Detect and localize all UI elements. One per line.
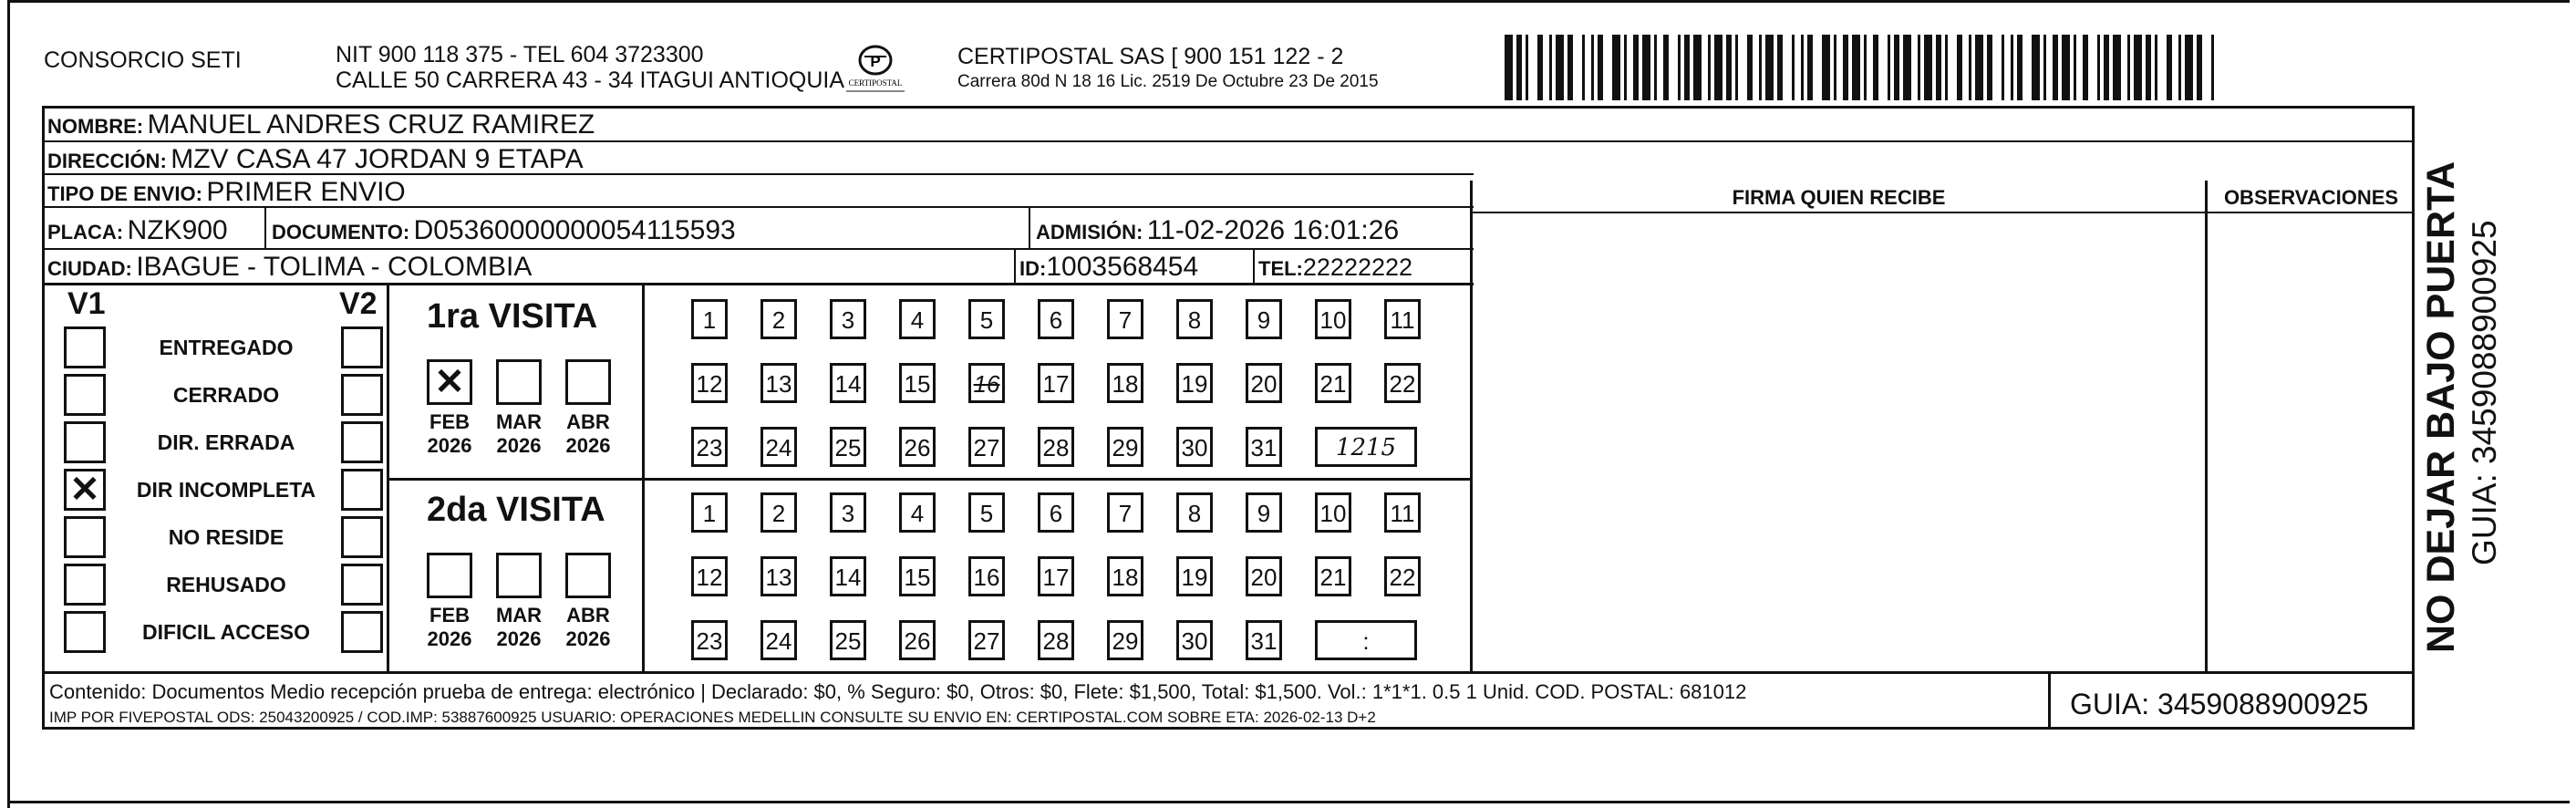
day-box[interactable]: 26 bbox=[899, 427, 936, 467]
barcode-bar bbox=[2113, 35, 2121, 100]
day-box[interactable]: 15 bbox=[899, 556, 936, 596]
observaciones-label: OBSERVACIONES bbox=[2223, 186, 2399, 209]
day-box[interactable]: 20 bbox=[1246, 556, 1282, 596]
barcode bbox=[1505, 35, 2220, 100]
day-box[interactable]: 18 bbox=[1107, 556, 1143, 596]
logo-text: CERTIPOSTAL bbox=[848, 78, 903, 88]
month-checkbox[interactable]: ✕ bbox=[427, 359, 472, 405]
day-box[interactable]: 25 bbox=[830, 620, 866, 660]
reason-label: DIR INCOMPLETA bbox=[136, 478, 316, 502]
reason-label: ENTREGADO bbox=[159, 336, 294, 359]
day-box[interactable]: 25 bbox=[830, 427, 866, 467]
barcode-bar bbox=[1747, 35, 1753, 100]
day-box[interactable]: 23 bbox=[691, 427, 728, 467]
barcode-bar bbox=[2043, 35, 2046, 100]
svg-text:P: P bbox=[870, 53, 881, 70]
barcode-bar bbox=[1582, 35, 1585, 100]
v1-checkbox[interactable] bbox=[64, 516, 106, 558]
v2-checkbox[interactable] bbox=[341, 611, 383, 653]
barcode-bar bbox=[1612, 35, 1620, 100]
barcode-bar bbox=[1663, 35, 1669, 100]
barcode-bar bbox=[1903, 35, 1911, 100]
barcode-bar bbox=[2134, 35, 2142, 100]
barcode-bar bbox=[2002, 35, 2004, 100]
barcode-bar bbox=[2178, 35, 2181, 100]
barcode-bar bbox=[1693, 35, 1702, 100]
month-label: MAR 2026 bbox=[495, 410, 543, 457]
barcode-bar bbox=[1936, 35, 1941, 100]
month-checkbox[interactable] bbox=[427, 553, 472, 598]
day-box[interactable]: 12 bbox=[691, 556, 728, 596]
day-box[interactable]: 29 bbox=[1107, 620, 1143, 660]
barcode-bar bbox=[2083, 35, 2088, 100]
barcode-bar bbox=[1918, 35, 1920, 100]
barcode-bar bbox=[2053, 35, 2058, 100]
barcode-bar bbox=[1864, 35, 1867, 100]
day-box[interactable]: 19 bbox=[1176, 556, 1213, 596]
barcode-bar bbox=[1843, 35, 1848, 100]
v1-checkbox[interactable] bbox=[64, 564, 106, 606]
barcode-bar bbox=[1537, 35, 1543, 100]
v1-label: V1 bbox=[67, 286, 106, 321]
day-box[interactable]: 13 bbox=[760, 556, 797, 596]
barcode-bar bbox=[1654, 35, 1657, 100]
day-box[interactable]: 28 bbox=[1038, 427, 1074, 467]
barcode-bar bbox=[1708, 35, 1711, 100]
tipo-field: TIPO DE ENVIO: PRIMER ENVIO bbox=[47, 177, 406, 207]
documento-value: D05360000000054115593 bbox=[413, 215, 736, 245]
footer-contents: Contenido: Documentos Medio recepción prueba de entrega: electrónico | Declarado: $0, % Seguro: $0, Otros: $0, Flete: $1,500, Total: $1,500. Vol.: 1*1*1. 0.5 1 Unid. COD. POSTAL: 681012 bbox=[49, 680, 1747, 703]
top-rule bbox=[7, 0, 2570, 3]
barcode-bar bbox=[2197, 35, 2202, 100]
day-box[interactable]: 6 bbox=[1038, 492, 1074, 533]
day-box[interactable]: 31 bbox=[1246, 620, 1282, 660]
day-box[interactable]: 17 bbox=[1038, 556, 1074, 596]
day-box[interactable]: 16 bbox=[968, 556, 1005, 596]
day-box[interactable]: 31 bbox=[1246, 427, 1282, 467]
day-box[interactable]: 4 bbox=[899, 299, 936, 339]
admision-field: ADMISIÓN: 11-02-2026 16:01:26 bbox=[1036, 215, 1400, 245]
v1-checkbox[interactable] bbox=[64, 611, 106, 653]
barcode-bar bbox=[2211, 35, 2214, 100]
barcode-bar bbox=[1642, 35, 1650, 100]
barcode-bar bbox=[1633, 35, 1639, 100]
reason-label: CERRADO bbox=[172, 383, 280, 407]
day-box[interactable]: 19 bbox=[1176, 363, 1213, 403]
barcode-bar bbox=[2097, 35, 2100, 100]
barcode-bar bbox=[1873, 35, 1878, 100]
month-label: ABR 2026 bbox=[565, 410, 611, 457]
barcode-bar bbox=[1759, 35, 1762, 100]
day-box[interactable]: 30 bbox=[1176, 427, 1213, 467]
placa-field: PLACA: NZK900 bbox=[47, 215, 228, 245]
visit-title: 2da VISITA bbox=[427, 491, 605, 529]
barcode-bar bbox=[1556, 35, 1564, 100]
nit-line: NIT 900 118 375 - TEL 604 3723300 bbox=[336, 42, 704, 67]
day-box[interactable]: 4 bbox=[899, 492, 936, 533]
barcode-bar bbox=[1591, 35, 1594, 100]
month-checkbox[interactable] bbox=[565, 553, 611, 598]
day-box[interactable]: 22 bbox=[1384, 363, 1421, 403]
license-line: Carrera 80d N 18 16 Lic. 2519 De Octubre 23 De 2015 bbox=[957, 72, 1379, 91]
barcode-bar bbox=[1969, 35, 1971, 100]
barcode-bar bbox=[1957, 35, 1962, 100]
day-box[interactable]: 26 bbox=[899, 620, 936, 660]
day-box[interactable]: 1 bbox=[691, 299, 728, 339]
visit-title: 1ra VISITA bbox=[427, 297, 598, 336]
day-box[interactable]: 20 bbox=[1246, 363, 1282, 403]
v2-checkbox[interactable] bbox=[341, 469, 383, 511]
day-box[interactable]: 12 bbox=[691, 363, 728, 403]
day-box[interactable]: 8 bbox=[1176, 492, 1213, 533]
direccion-field: DIRECCIÓN: MZV CASA 47 JORDAN 9 ETAPA bbox=[47, 144, 584, 174]
v2-label: V2 bbox=[339, 286, 378, 321]
barcode-bar bbox=[1777, 35, 1783, 100]
barcode-bar bbox=[2146, 35, 2151, 100]
day-box[interactable]: 15 bbox=[899, 363, 936, 403]
day-box[interactable]: 10 bbox=[1315, 492, 1351, 533]
barcode-bar bbox=[1567, 35, 1573, 100]
left-rule bbox=[7, 0, 10, 808]
barcode-bar bbox=[2167, 35, 2172, 100]
day-box[interactable]: 24 bbox=[760, 620, 797, 660]
day-box[interactable]: 2 bbox=[760, 299, 797, 339]
day-box[interactable]: 17 bbox=[1038, 363, 1074, 403]
barcode-bar bbox=[1924, 35, 1932, 100]
day-box[interactable]: 2 bbox=[760, 492, 797, 533]
tel-field: TEL:22222222 bbox=[1258, 254, 1413, 281]
month-label: FEB 2026 bbox=[427, 410, 472, 457]
month-label: MAR 2026 bbox=[495, 604, 543, 650]
day-box[interactable]: 11 bbox=[1384, 492, 1421, 533]
month-checkbox[interactable] bbox=[496, 359, 542, 405]
v2-checkbox[interactable] bbox=[341, 516, 383, 558]
barcode-bar bbox=[2017, 35, 2023, 100]
reason-label: NO RESIDE bbox=[168, 525, 284, 549]
day-box[interactable]: 3 bbox=[830, 299, 866, 339]
day-box[interactable]: 5 bbox=[968, 299, 1005, 339]
v2-checkbox[interactable] bbox=[341, 374, 383, 416]
v2-checkbox[interactable] bbox=[341, 564, 383, 606]
barcode-bar bbox=[1945, 35, 1948, 100]
barcode-bar bbox=[2032, 35, 2040, 100]
day-box[interactable]: 16 bbox=[968, 363, 1005, 403]
day-box[interactable]: 23 bbox=[691, 620, 728, 660]
reason-label: DIR. ERRADA bbox=[157, 430, 295, 454]
documento-field: DOCUMENTO: D05360000000054115593 bbox=[272, 215, 736, 245]
barcode-bar bbox=[1735, 35, 1738, 100]
barcode-bar bbox=[2074, 35, 2076, 100]
address-line: CALLE 50 CARRERA 43 - 34 ITAGUI ANTIOQUIA bbox=[336, 67, 845, 93]
barcode-bar bbox=[1894, 35, 1899, 100]
barcode-bar bbox=[1801, 35, 1804, 100]
barcode-bar bbox=[1852, 35, 1860, 100]
admision-value: 11-02-2026 16:01:26 bbox=[1146, 215, 1400, 245]
v2-checkbox[interactable] bbox=[341, 421, 383, 463]
day-box[interactable]: 9 bbox=[1246, 492, 1282, 533]
day-box[interactable]: 9 bbox=[1246, 299, 1282, 339]
day-box[interactable]: 30 bbox=[1176, 620, 1213, 660]
carrier-line: CERTIPOSTAL SAS [ 900 151 122 - 2 bbox=[957, 44, 1344, 69]
day-box[interactable]: 14 bbox=[830, 556, 866, 596]
v1-checkbox[interactable]: ✕ bbox=[64, 469, 106, 511]
reason-label: REHUSADO bbox=[166, 573, 286, 596]
barcode-bar bbox=[1726, 35, 1732, 100]
day-box[interactable]: 6 bbox=[1038, 299, 1074, 339]
barcode-bar bbox=[1624, 35, 1627, 100]
barcode-bar bbox=[1516, 35, 1522, 100]
certipostal-logo bbox=[839, 42, 912, 98]
barcode-bar bbox=[1526, 35, 1528, 100]
barcode-bar bbox=[1888, 35, 1890, 100]
month-checkbox[interactable] bbox=[496, 553, 542, 598]
nombre-field: NOMBRE: MANUEL ANDRES CRUZ RAMIREZ bbox=[47, 109, 595, 140]
day-box[interactable]: 21 bbox=[1315, 363, 1351, 403]
barcode-bar bbox=[1834, 35, 1836, 100]
visit-time-box[interactable]: 1215 bbox=[1315, 427, 1417, 467]
barcode-bar bbox=[1505, 35, 1513, 100]
month-checkbox[interactable] bbox=[565, 359, 611, 405]
id-value: 1003568454 bbox=[1046, 252, 1199, 282]
day-box[interactable]: 27 bbox=[968, 427, 1005, 467]
direccion-value: MZV CASA 47 JORDAN 9 ETAPA bbox=[171, 144, 584, 174]
firma-label: FIRMA QUIEN RECIBE bbox=[1732, 186, 1946, 209]
day-box[interactable]: 10 bbox=[1315, 299, 1351, 339]
id-field: ID:1003568454 bbox=[1019, 252, 1199, 282]
month-label: FEB 2026 bbox=[427, 604, 472, 650]
barcode-bar bbox=[1975, 35, 1983, 100]
day-box[interactable]: 13 bbox=[760, 363, 797, 403]
month-label: ABR 2026 bbox=[565, 604, 611, 650]
day-box[interactable]: 11 bbox=[1384, 299, 1421, 339]
day-box[interactable]: 7 bbox=[1107, 299, 1143, 339]
company-name: CONSORCIO SETI bbox=[44, 47, 242, 73]
tipo-value: PRIMER ENVIO bbox=[206, 177, 406, 207]
barcode-bar bbox=[1549, 35, 1552, 100]
bottom-rule bbox=[7, 801, 2570, 803]
day-box[interactable]: 27 bbox=[968, 620, 1005, 660]
barcode-bar bbox=[1714, 35, 1723, 100]
day-box[interactable]: 29 bbox=[1107, 427, 1143, 467]
barcode-bar bbox=[2185, 35, 2193, 100]
barcode-bar bbox=[1598, 35, 1603, 100]
day-box[interactable]: 1 bbox=[691, 492, 728, 533]
barcode-bar bbox=[1822, 35, 1830, 100]
v1-checkbox[interactable] bbox=[64, 374, 106, 416]
placa-value: NZK900 bbox=[127, 215, 228, 245]
day-box[interactable]: 21 bbox=[1315, 556, 1351, 596]
day-box[interactable]: 18 bbox=[1107, 363, 1143, 403]
ciudad-field: CIUDAD: IBAGUE - TOLIMA - COLOMBIA bbox=[47, 252, 533, 282]
barcode-bar bbox=[1807, 35, 1813, 100]
tel-value: 22222222 bbox=[1302, 254, 1413, 281]
reason-label: DIFICIL ACCESO bbox=[141, 620, 310, 644]
barcode-bar bbox=[2155, 35, 2157, 100]
ciudad-value: IBAGUE - TOLIMA - COLOMBIA bbox=[136, 252, 533, 282]
barcode-bar bbox=[1684, 35, 1690, 100]
v1-checkbox[interactable] bbox=[64, 326, 106, 368]
barcode-bar bbox=[1678, 35, 1681, 100]
day-box[interactable]: 5 bbox=[968, 492, 1005, 533]
barcode-bar bbox=[1792, 35, 1795, 100]
day-box[interactable]: 24 bbox=[760, 427, 797, 467]
visit-time-box[interactable]: : bbox=[1315, 620, 1417, 660]
v2-checkbox[interactable] bbox=[341, 326, 383, 368]
day-box[interactable]: 3 bbox=[830, 492, 866, 533]
day-box[interactable]: 22 bbox=[1384, 556, 1421, 596]
barcode-bar bbox=[2127, 35, 2130, 100]
nombre-value: MANUEL ANDRES CRUZ RAMIREZ bbox=[147, 109, 595, 140]
footer-print-info: IMP POR FIVEPOSTAL ODS: 25043200925 / COD.IMP: 53887600925 USUARIO: OPERACIONES MEDELLIN CONSULTE SU ENVIO EN: CERTIPOSTAL.COM SOBRE ETA: 2026-02-13 D+2 bbox=[49, 709, 1376, 726]
barcode-bar bbox=[2104, 35, 2109, 100]
day-box[interactable]: 7 bbox=[1107, 492, 1143, 533]
v1-checkbox[interactable] bbox=[64, 421, 106, 463]
no-dejar-notice: NO DEJAR BAJO PUERTA bbox=[2419, 161, 2463, 653]
barcode-bar bbox=[1987, 35, 1992, 100]
day-box[interactable]: 28 bbox=[1038, 620, 1074, 660]
barcode-bar bbox=[2062, 35, 2070, 100]
barcode-bar bbox=[1765, 35, 1774, 100]
footer-guia: GUIA: 3459088900925 bbox=[2070, 688, 2369, 720]
barcode-bar bbox=[2011, 35, 2013, 100]
day-box[interactable]: 8 bbox=[1176, 299, 1213, 339]
side-guia: GUIA: 3459088900925 bbox=[2466, 220, 2503, 565]
day-box[interactable]: 14 bbox=[830, 363, 866, 403]
